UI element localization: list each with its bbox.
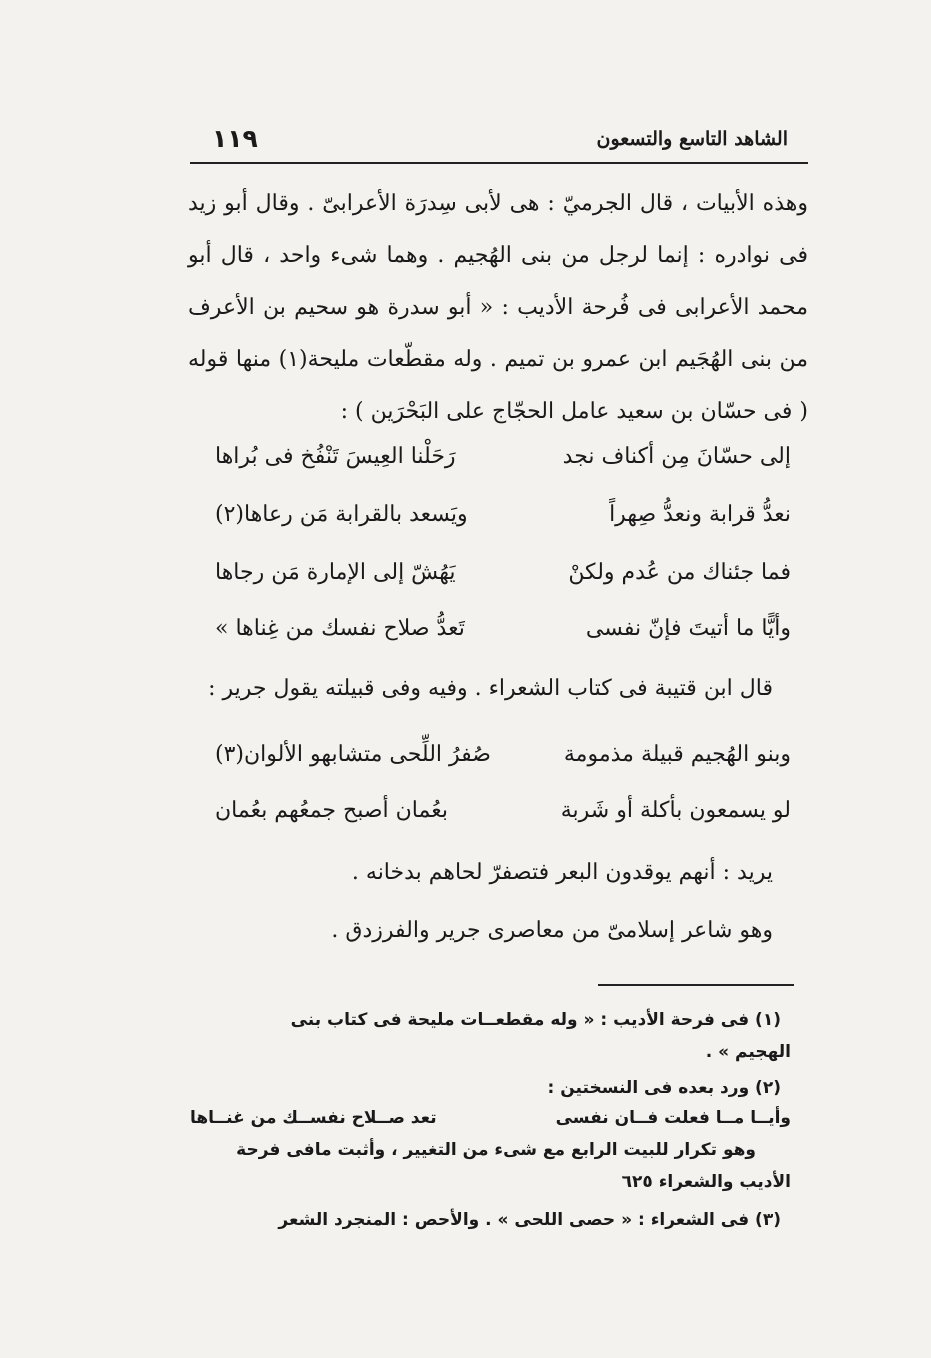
poet-note-line: وهو شاعر إسلامىّ من معاصرى جرير والفرزدق . — [331, 918, 773, 943]
page-header — [190, 118, 808, 164]
footnote-2-cont: وهو تكرار للبيت الرابع مع شىء من التغيير ، وأثبت مافى فرحة — [236, 1140, 756, 1160]
verse-row — [215, 494, 791, 544]
verse-row — [215, 552, 791, 602]
running-title: الشاهد التاسع والتسعون — [596, 128, 788, 150]
intro-paragraph — [188, 178, 808, 438]
footnote-2: (٢) ورد بعده فى النسختين : — [547, 1078, 781, 1098]
footnote-2-cont: الأديب والشعراء ٦٢٥ — [621, 1172, 791, 1192]
verse-second-hemistich: صُفرُ اللِّحى متشابهو الألوان(٣) — [215, 742, 491, 767]
page-number: ١١٩ — [212, 124, 258, 153]
ibn-qutayba-note: قال ابن قتيبة فى كتاب الشعراء . وفيه وفى قبيلته يقول جرير : — [208, 676, 773, 701]
footnote-divider — [598, 984, 794, 986]
intro-paragraph-text: وهذه الأبيات ، قال الجرميّ : هى لأبى سِدرَة الأعرابىّ . وقال أبو زيد فى نوادره : إنما لرجل من بنى الهُجيم . وهما شىء واحد ، قال أبو محمد الأعرابى فى فُرحة الأديب : « أبو سدرة هو سحيم بن الأعرف من بنى الهُجَيم ابن عمرو بن تميم . وله مقطّعات مليحة(١) منها قوله ( فى حسّان بن سعيد عامل الحجّاج على البَحْرَين ) : — [188, 191, 808, 424]
verse-row — [215, 734, 791, 784]
verse-second-hemistich: تَعدُّ صلاح نفسك من غِناها » — [215, 616, 465, 641]
footnote-1: (١) فى فرحة الأديب : « وله مقطعــات مليحة فى كتاب بنى — [290, 1010, 781, 1030]
verse-second-hemistich: ويَسعد بالقرابة مَن رعاها(٢) — [215, 502, 468, 527]
verse-row — [215, 608, 791, 658]
verse-first-hemistich: وأيًّا ما أتيتَ فإنّ نفسى — [585, 616, 791, 641]
verse-row — [215, 436, 791, 486]
verse-second-hemistich: بعُمان أصبح جمعُهم بعُمان — [215, 798, 448, 823]
footnote-1-cont: الهجيم » . — [705, 1042, 791, 1062]
explanation-line: يريد : أنهم يوقدون البعر فتصفرّ لحاهم بدخانه . — [351, 860, 773, 885]
verse-first-hemistich: إلى حسّانَ مِن أكناف نجد — [562, 444, 791, 469]
verse-first-hemistich: وبنو الهُجيم قبيلة مذمومة — [563, 742, 791, 767]
footnote-2-verse-second: تعد صــلاح نفســك من غنــاها — [190, 1108, 437, 1128]
footnote-3: (٣) فى الشعراء : « حصى اللحى » . والأحص : المنجرد الشعر — [278, 1210, 781, 1230]
footnote-2-verse-first: وأيــا مــا فعلت فــان نفسى — [555, 1108, 791, 1128]
verse-first-hemistich: نعدُّ قرابة ونعدُّ صِهراً — [609, 502, 791, 527]
verse-first-hemistich: فما جئناك من عُدم ولكنْ — [568, 560, 791, 585]
verse-row — [215, 790, 791, 840]
verse-second-hemistich: يَهُشّ إلى الإمارة مَن رجاها — [215, 560, 456, 585]
verse-second-hemistich: رَحَلْنا العِيسَ تَنْفُخ فى بُراها — [215, 444, 456, 469]
verse-first-hemistich: لو يسمعون بأكلة أو شَربة — [560, 798, 791, 823]
